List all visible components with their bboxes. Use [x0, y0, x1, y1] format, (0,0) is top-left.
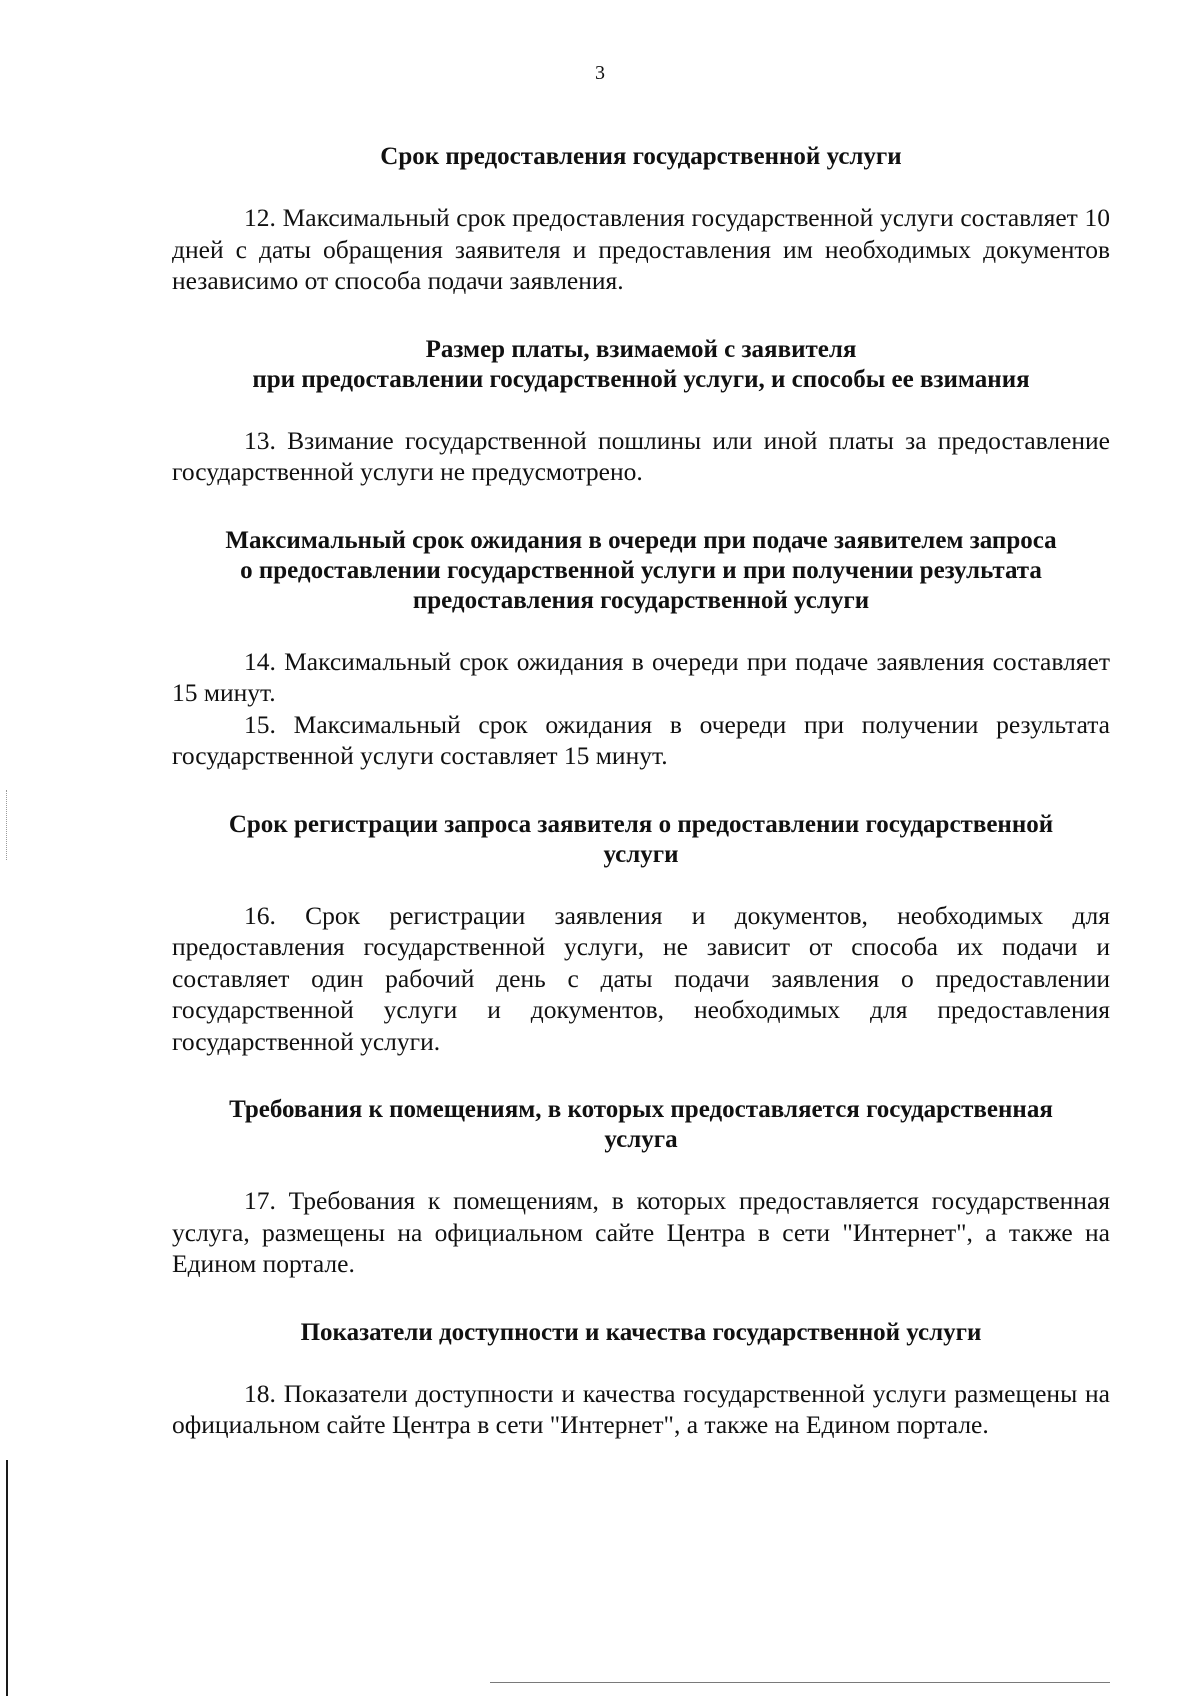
paragraph-12: 12. Максимальный срок предоставления государственной услуги составляет 10 дней с даты обращения заявителя и предоставления им необходимых документов независимо от способа подачи заявления.: [172, 203, 1110, 295]
heading-line: при предоставлении государственной услуги, и способы ее взимания: [252, 365, 1030, 393]
heading-line: о предоставлении государственной услуги и при получении результата: [240, 556, 1042, 584]
scan-artifact-left-edge: [6, 1460, 8, 1696]
section-quality-indicators: [172, 1318, 1110, 1441]
section-heading: [172, 1318, 1110, 1348]
scan-artifact-dots: [6, 790, 8, 860]
heading-line: Показатели доступности и качества государственной услуги: [300, 1318, 982, 1346]
section-heading: [172, 810, 1110, 870]
paragraph-18: 18. Показатели доступности и качества государственной услуги размещены на официальном сайте Центра в сети "Интернет", а также на Едином портале.: [172, 1378, 1110, 1439]
section-registration-term: [172, 810, 1110, 1058]
page-number: 3: [595, 62, 605, 84]
heading-line: Размер платы, взимаемой с заявителя: [425, 335, 857, 363]
section-heading: [172, 142, 1110, 172]
paragraph-17: 17. Требования к помещениям, в которых предоставляется государственная услуга, размещены на официальном сайте Центра в сети "Интернет", а также на Едином портале.: [172, 1186, 1110, 1278]
heading-line: Срок регистрации запроса заявителя о предоставлении государственной: [228, 810, 1054, 838]
heading-line: услуга: [604, 1126, 678, 1153]
heading-line: предоставления государственной услуги: [412, 586, 870, 614]
paragraph-13: 13. Взимание государственной пошлины или иной платы за предоставление государственной услуги не предусмотрено.: [172, 425, 1110, 486]
section-fee: [172, 335, 1110, 488]
paragraph-15: 15. Максимальный срок ожидания в очереди при получении результата государственной услуги составляет 15 минут.: [172, 709, 1110, 770]
section-premises-requirements: [172, 1095, 1110, 1280]
section-service-term: [172, 142, 1110, 297]
section-heading: [172, 335, 1110, 395]
section-heading: [172, 526, 1110, 616]
section-heading: [172, 1095, 1110, 1155]
scan-artifact-bottom-edge: [490, 1682, 1110, 1683]
document-body: [172, 142, 1110, 1441]
heading-line: Требования к помещениям, в которых предоставляется государственная: [229, 1096, 1053, 1123]
paragraph-16: 16. Срок регистрации заявления и документов, необходимых для предоставления государственной услуги, не зависит от способа их подачи и составляет один рабочий день с даты подачи заявления о предоставлении государственной услуги и документов, необходимых для предоставления государственной услуги.: [172, 900, 1110, 1056]
heading-line: услуги: [603, 840, 679, 868]
paragraph-14: 14. Максимальный срок ожидания в очереди при подаче заявления составляет 15 минут.: [172, 646, 1110, 707]
heading-line: Срок предоставления государственной услуги: [380, 143, 902, 170]
section-queue-time: [172, 526, 1110, 772]
heading-line: Максимальный срок ожидания в очереди при подаче заявителем запроса: [225, 526, 1057, 554]
